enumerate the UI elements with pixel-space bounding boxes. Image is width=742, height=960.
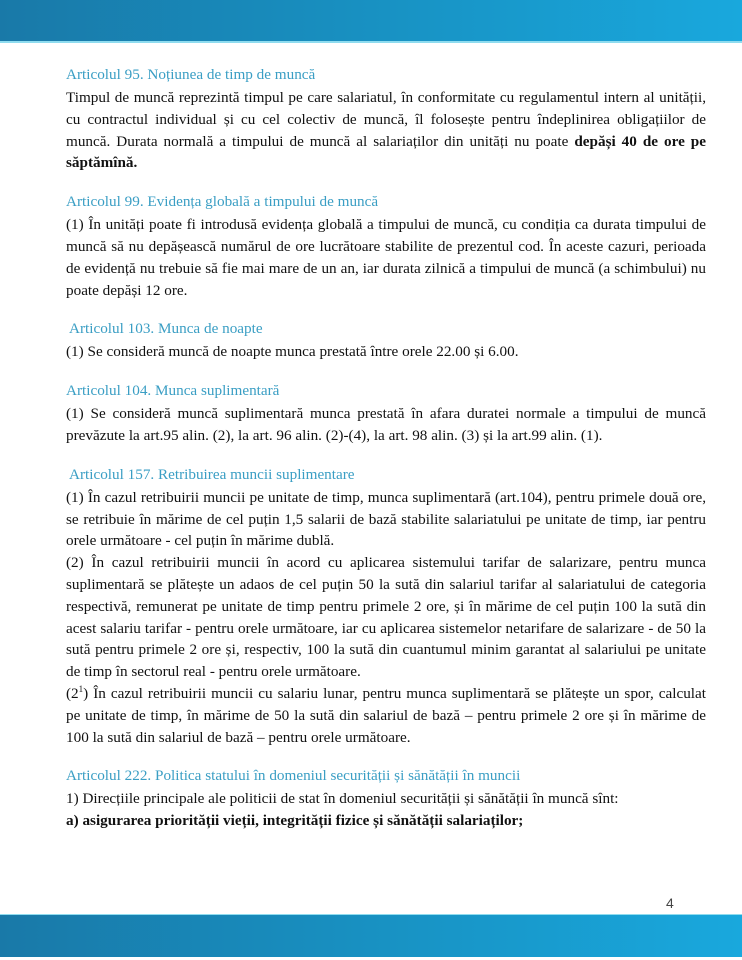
article-paragraph: (1) În unități poate fi introdusă evidența globală a timpului de muncă, cu condiția ca durata timpului de muncă să nu depășească numărul de ore lucrătoare stabilite de prezentul cod. În aceste cazuri, perioada de evidență nu trebuie să fie mai mare de un an, iar durata zilnică a timpului de muncă (a schimbului) nu poate depăși 12 ore.	[66, 216, 706, 299]
article-95	[66, 64, 706, 174]
article-103	[66, 318, 706, 363]
article-paragraph	[66, 87, 706, 174]
article-title: Articolul 104. Munca suplimentară	[66, 382, 280, 400]
article-paragraph: (1) Se consideră muncă suplimentară munca prestată în afara duratei normale a timpului de muncă prevăzute la art.95 alin. (2), la art. 96 alin. (2)-(4), la art. 98 alin. (3) și la art.99 alin. (1).	[66, 405, 706, 444]
article-paragraph: (1) Se consideră muncă de noapte munca prestată între orele 22.00 și 6.00.	[66, 343, 519, 361]
document-body	[66, 64, 706, 849]
paragraph-prefix: (2	[66, 684, 79, 702]
article-99	[66, 191, 706, 301]
article-104	[66, 380, 706, 447]
page-number: 4	[666, 895, 674, 911]
article-paragraph: (1) În cazul retribuirii muncii pe unitate de timp, munca suplimentară (art.104), pentru primele două ore, se retribuie în mărime de cel puțin 1,5 salarii de bază stabilite salariatului pe unitate de timp, iar pentru orele următoare - cel puțin în mărime dublă.	[66, 488, 706, 550]
article-title: Articolul 95. Noțiunea de timp de muncă	[66, 66, 316, 83]
article-paragraph: 1) Direcțiile principale ale politicii de stat în domeniul securității și sănătății în muncă sînt:	[66, 790, 619, 808]
article-title: Articolul 99. Evidența globală a timpului de muncă	[66, 193, 379, 211]
article-title: Articolul 157. Retribuirea muncii suplimentare	[69, 465, 355, 483]
article-title: Articolul 222. Politica statului în domeniul securității și sănătății în muncii	[66, 767, 521, 785]
article-paragraph	[66, 683, 706, 748]
footer-band	[0, 914, 742, 957]
article-title: Articolul 103. Munca de noapte	[69, 320, 263, 338]
article-paragraph: (2) În cazul retribuirii muncii în acord cu aplicarea sistemului tarifar de salarizare, pentru munca suplimentară se plătește un adaos de cel puțin 50 la sută din salariul tarifar al salariatului de categoria respectivă, remunerat pe unitate de timp pentru primele 2 ore, și în mărime de cel puțin 100 la sută din acest salariu tarifar - pentru orele următoare, iar cu aplicarea sistemelor netarifare de salarizare - de 50 la sută pentru primele 2 ore și, respectiv, 100 la sută din cuantumul minim garantat al salariului pe unitate de timp în sectorul real - pentru orele următoare.	[66, 554, 706, 681]
article-222	[66, 765, 706, 832]
paragraph-bold-text: depăși 40 de ore pe săptămînă.	[66, 132, 706, 172]
article-paragraph-bold: a) asigurarea priorității vieții, integrității fizice și sănătății salariaților;	[66, 812, 524, 830]
paragraph-text: ) În cazul retribuirii muncii cu salariu lunar, pentru munca suplimentară se plătește un spor, calculat pe unitate de timp, în mărime de 50 la sută din salariul de bază – pentru primele 2 ore și în mărime de 100 la sută din salariul de bază – pentru orele următoare.	[66, 684, 706, 746]
paragraph-text: Timpul de muncă reprezintă timpul pe care salariatul, în conformitate cu regulamentul intern al unității, cu contractul individual și cu cel colectiv de muncă, îl folosește pentru îndeplinirea obligațiilor de muncă. Durata normală a timpului de muncă al salariaților din unități nu poate	[66, 89, 706, 150]
superscript: 1	[78, 683, 84, 694]
header-band	[0, 0, 742, 43]
article-157	[66, 464, 706, 749]
